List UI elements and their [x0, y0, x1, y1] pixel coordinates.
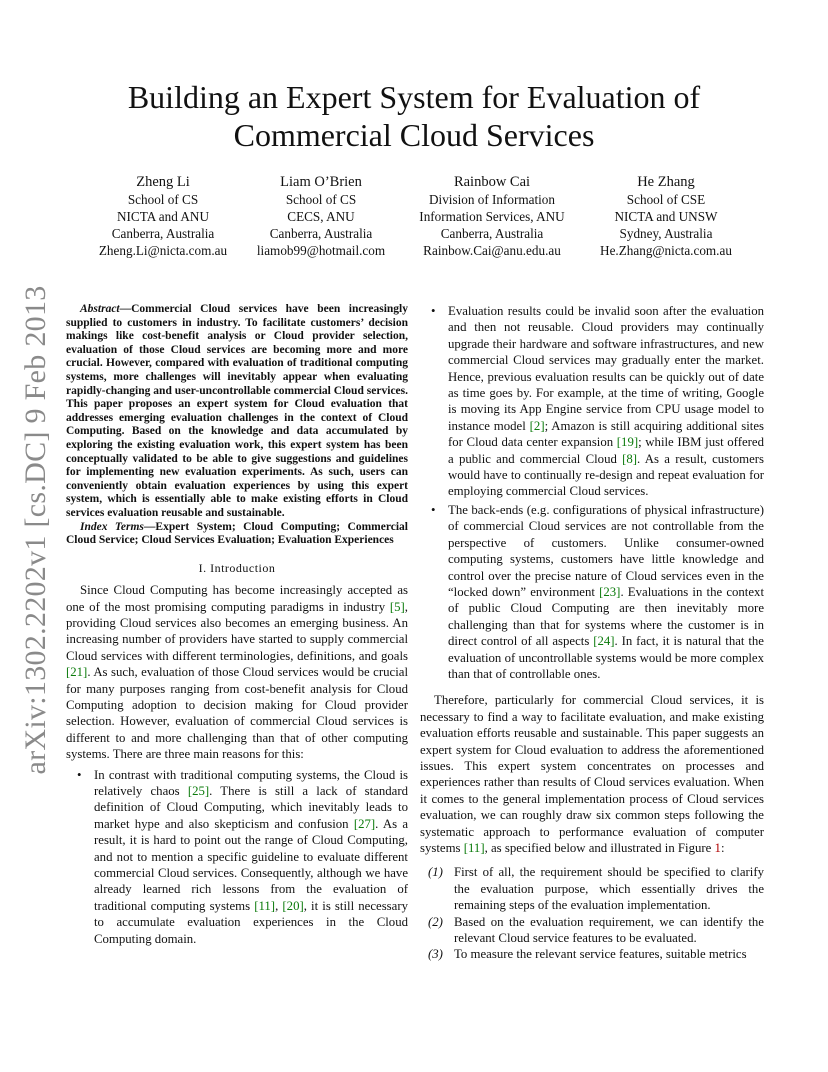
left-column: [66, 303, 408, 949]
reasons-list-continued: [420, 303, 764, 682]
author-affiliation: School of CSE: [626, 192, 706, 207]
author-email: Rainbow.Cai@anu.edu.au: [423, 243, 561, 258]
arxiv-id: arXiv:1302.2202v1 [cs.DC] 9 Feb 2013: [19, 285, 52, 775]
author-name: Rainbow Cai: [453, 174, 531, 190]
step-number: (3): [428, 947, 443, 962]
author-name: He Zhang: [637, 174, 695, 190]
citation-link[interactable]: [11]: [463, 841, 485, 855]
intro-paragraph: Therefore, particularly for commercial Cloud services, it is necessary to find a way to facilitate evaluation, and make existing evaluation efforts reusable and sustainable. This paper suggests an expert system for Cloud evaluation to address the aforementioned issues. This expert system concentrates on processes and experiences rather than results of Cloud services evaluation. When it comes to the general implementation process of Cloud services evaluation, we can roughly draw six common steps following the systematic approach to performance evaluation of computer systems [11], as specified below and illustrated in Figure 1:: [420, 693, 764, 855]
author-affiliation: CECS, ANU: [287, 209, 355, 224]
section-heading: I. Introduction: [198, 560, 276, 575]
citation-link[interactable]: [11]: [254, 898, 276, 913]
author-email: liamob99@hotmail.com: [256, 243, 386, 258]
list-item: (2) Based on the evaluation requirement, we can identify the relevant Cloud service features to be evaluated.: [428, 914, 764, 946]
right-column: [420, 303, 764, 963]
author-1: [95, 173, 231, 259]
citation-link[interactable]: [2]: [529, 418, 545, 433]
author-3: [412, 173, 572, 259]
list-item: • In contrast with traditional computing systems, the Cloud is relatively chaos [25]. There is still a lack of standard definition of Cloud Computing, which inevitably leads to market hype and also skepticism and confusion [27]. As a result, it is hard to point out the range of Cloud Computing, and not to mention a specific guideline to evaluate different commercial Cloud services. Consequently, although we have already learned rich lessons from the evaluation of traditional computing systems [11], [20], it is still necessary to accumulate evaluation experiences in the Cloud Computing domain.: [66, 767, 408, 947]
citation-link[interactable]: [24]: [593, 634, 615, 649]
author-location: Sydney, Australia: [619, 226, 713, 241]
author-affiliation: School of CS: [127, 192, 199, 207]
author-affiliation: Division of Information: [429, 192, 555, 207]
step-number: (1): [428, 865, 443, 880]
author-location: Canberra, Australia: [111, 226, 215, 241]
index-terms-label: Index Terms: [80, 520, 144, 533]
citation-link[interactable]: [5]: [389, 599, 405, 614]
paper-title: [60, 78, 768, 154]
author-location: Canberra, Australia: [269, 226, 373, 241]
reasons-list: [66, 767, 408, 947]
citation-link[interactable]: [27]: [353, 816, 376, 831]
author-email: He.Zhang@nicta.com.au: [600, 243, 732, 258]
figure-link[interactable]: 1: [714, 841, 721, 855]
author-affiliation: NICTA and UNSW: [614, 209, 718, 224]
author-2: [253, 173, 389, 259]
list-item: • Evaluation results could be invalid soon after the evaluation and then not reusable. Cloud providers may continually upgrade their hardware and software infrastructures, and new commercial Cloud services may gradually enter the market. Hence, previous evaluation results can be quickly out of date as time goes by. For example, at the time of writing, Google is moving its App Engine service from CPU usage model to instance model [2]; Amazon is still acquiring additional sites for Cloud data center expansion [19]; while IBM just offered a public and commercial Cloud [8]. As a result, customers would have to continually re-design and repeat evaluation for employing commercial Cloud services.: [420, 303, 764, 500]
author-affiliation: School of CS: [285, 192, 357, 207]
index-terms-text: —Expert System; Cloud Computing; Commercial Cloud Service; Cloud Services Evaluation; Evaluation Experiences: [66, 520, 408, 547]
intro-paragraph: Since Cloud Computing has become increasingly accepted as one of the most promising computing paradigms in industry [5], providing Cloud services also becomes an emerging business. An increasing number of providers have started to supply commercial Cloud services with different terminologies, definitions, and goals [21]. As such, evaluation of those Cloud services would be crucial for many purposes ranging from cost-benefit analysis for Cloud Computing adoption to decision making for Cloud provider selection. However, evaluation of commercial Cloud services is different to and more challenging than that of other computing systems. There are three main reasons for this:: [66, 583, 408, 762]
citation-link[interactable]: [25]: [187, 783, 210, 798]
step-number: (2): [428, 914, 443, 929]
author-4: [592, 173, 740, 259]
author-affiliation: Information Services, ANU: [419, 209, 565, 224]
steps-list: [420, 864, 764, 962]
citation-link[interactable]: [21]: [66, 665, 88, 680]
list-item: (3) To measure the relevant service features, suitable metrics: [428, 947, 747, 962]
title-line-2: Commercial Cloud Services: [233, 117, 595, 153]
abstract: [66, 303, 408, 521]
author-affiliation: NICTA and ANU: [117, 209, 209, 224]
abstract-text: —Commercial Cloud services have been increasingly supplied to customers in industry. To facilitate customers’ decision makings like cost-benefit analysis or Cloud provider selection, evaluation of those Cloud services are becoming more and more crucial. However, compared with evaluation of traditional computing systems, more challenges will inevitably appear when evaluating rapidly-changing and user-uncontrollable commercial Cloud services. This paper proposes an expert system for Cloud evaluation that addresses emerging evaluation challenges in the context of Cloud Computing. Based on the knowledge and data accumulated by exploring the existing evaluation work, this expert system has been conceptually validated to be able to give suggestions and guidelines for implementing new evaluation experiments. As such, users can conveniently obtain evaluation experiences by using this expert system, which is essentially able to make existing efforts in Cloud services evaluation reusable and sustainable.: [66, 303, 408, 519]
index-terms: [66, 521, 408, 548]
citation-link[interactable]: [23]: [599, 584, 621, 599]
author-email: Zheng.Li@nicta.com.au: [98, 243, 228, 258]
list-item: (1) First of all, the requirement should be specified to clarify the evaluation purpose, which essentially drives the remaining steps of the evaluation implementation.: [428, 865, 764, 913]
list-item: • The back-ends (e.g. configurations of physical infrastructure) of commercial Cloud services are not controllable from the perspective of customers. Unlike consumer-owned computing systems, customers have little knowledge and control over the precise nature of Cloud services even in the “locked down” environment [23]. Evaluations in the context of public Cloud Computing are then inevitably more challenging than that for systems where the customer is in direct control of all aspects [24]. In fact, it is natural that the evaluation of uncontrollable systems would be more complex than that of controllable ones.: [420, 502, 764, 682]
author-name: Zheng Li: [136, 174, 190, 190]
author-name: Liam O’Brien: [280, 174, 362, 190]
title-line-1: Building an Expert System for Evaluation of: [127, 79, 701, 115]
citation-link[interactable]: [19]: [616, 435, 639, 450]
citation-link[interactable]: [20]: [282, 898, 304, 913]
author-location: Canberra, Australia: [440, 226, 544, 241]
citation-link[interactable]: [8]: [622, 451, 638, 466]
author-block: [0, 173, 828, 263]
abstract-label: Abstract: [80, 303, 120, 315]
